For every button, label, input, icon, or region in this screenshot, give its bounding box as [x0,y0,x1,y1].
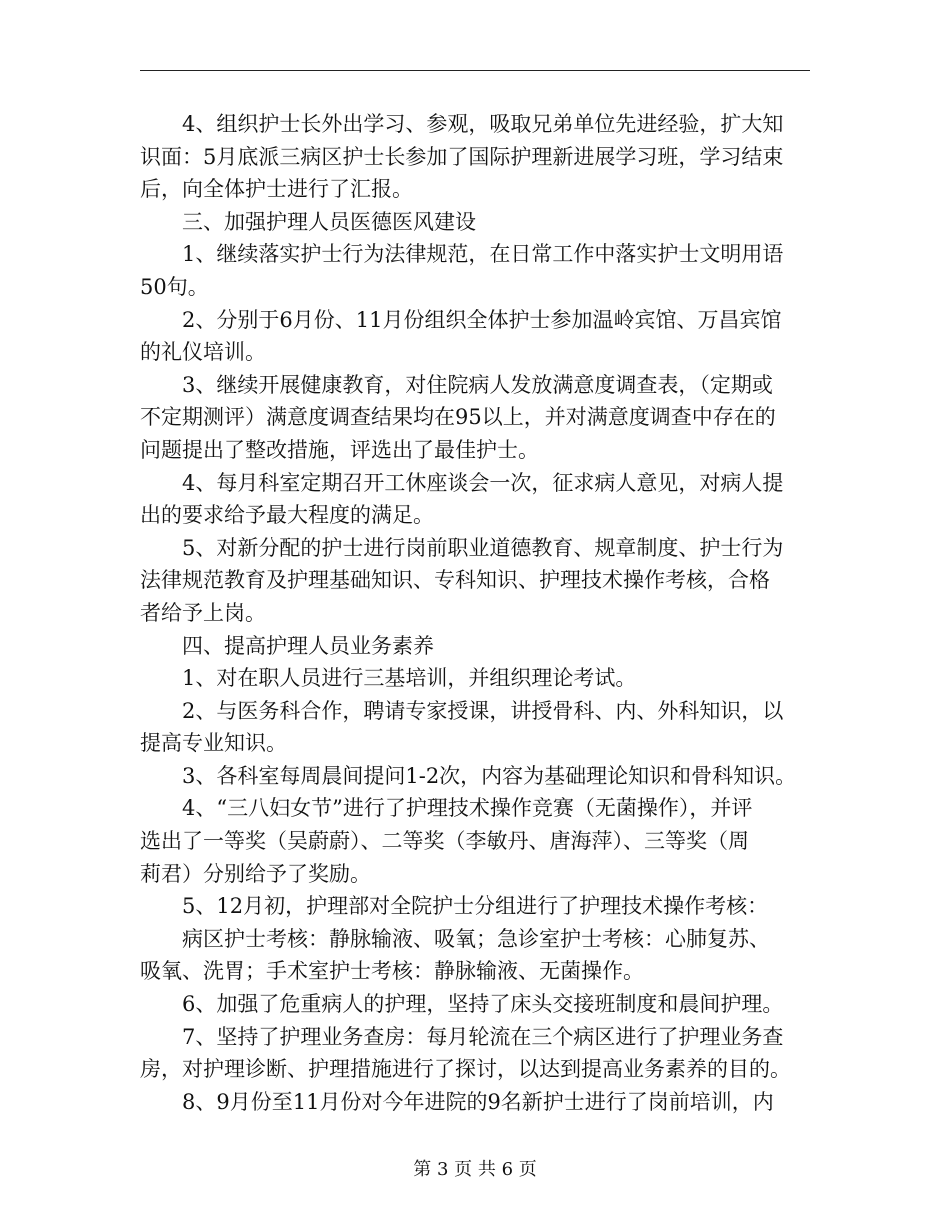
text-line: 出的要求给予最大程度的满足。 [140,503,434,528]
text-line: 四、提高护理人员业务素养 [182,633,434,658]
text-line: 后，向全体护士进行了汇报。 [140,177,413,202]
text-line: 法律规范教育及护理基础知识、专科知识、护理技术操作考核，合格 [140,568,770,593]
text-line: 2、与医务科合作，聘请专家授课，讲授骨科、内、外科知识，以 [182,698,784,723]
text-line: 8、9月份至11月份对今年进院的9名新护士进行了岗前培训，内 [182,1089,774,1114]
text-line: 2、分别于6月份、11月份组织全体护士参加温岭宾馆、万昌宾馆 [182,307,782,332]
document-body [140,108,812,1118]
text-line: 问题提出了整改措施，评选出了最佳护士。 [140,437,539,462]
text-line: 4、每月科室定期召开工休座谈会一次，征求病人意见，对病人提 [182,470,784,495]
text-line: 3、继续开展健康教育，对住院病人发放满意度调查表，（定期或 [182,372,773,397]
text-line: 识面：5月底派三病区护士长参加了国际护理新进展学习班，学习结束 [140,144,784,169]
text-line: 选出了一等奖（吴蔚蔚）、二等奖（李敏丹、唐海萍）、三等奖（周 [140,829,749,854]
text-line: 的礼仪培训。 [140,340,266,365]
text-line: 三、加强护理人员医德医风建设 [182,209,476,234]
text-line: 1、对在职人员进行三基培训，并组织理论考试。 [182,666,637,691]
text-line: 50句。 [140,274,209,299]
text-line: 4、组织护士长外出学习、参观，吸取兄弟单位先进经验，扩大知 [182,112,784,136]
text-line: 4、“三八妇女节”进行了护理技术操作竞赛（无菌操作），并评 [182,796,753,821]
text-line: 5、12月初，护理部对全院护士分组进行了护理技术操作考核： [182,894,769,919]
text-line: 病区护士考核：静脉输液、吸氧；急诊室护士考核：心肺复苏、 [182,926,770,951]
text-line: 莉君）分别给予了奖励。 [140,861,371,886]
text-line: 6、加强了危重病人的护理，坚持了床头交接班制度和晨间护理。 [182,992,784,1017]
text-line: 房，对护理诊断、护理措施进行了探讨，以达到提高业务素养的目的。 [140,1057,791,1082]
text-line: 5、对新分配的护士进行岗前职业道德教育、规章制度、护士行为 [182,535,784,560]
text-line: 者给予上岗。 [140,600,266,625]
header-rule [140,70,810,71]
text-line: 1、继续落实护士行为法律规范，在日常工作中落实护士文明用语 [182,242,784,267]
text-line: 7、坚持了护理业务查房：每月轮流在三个病区进行了护理业务查 [182,1024,784,1049]
text-line: 3、各科室每周晨间提问1-2次，内容为基础理论知识和骨科知识。 [182,763,797,788]
text-line: 提高专业知识。 [140,731,287,756]
page-footer: 第 3 页 共 6 页 [413,1159,537,1180]
text-line: 吸氧、洗胃；手术室护士考核：静脉输液、无菌操作。 [140,959,644,984]
text-line: 不定期测评）满意度调查结果均在95以上，并对满意度调查中存在的 [140,405,776,430]
